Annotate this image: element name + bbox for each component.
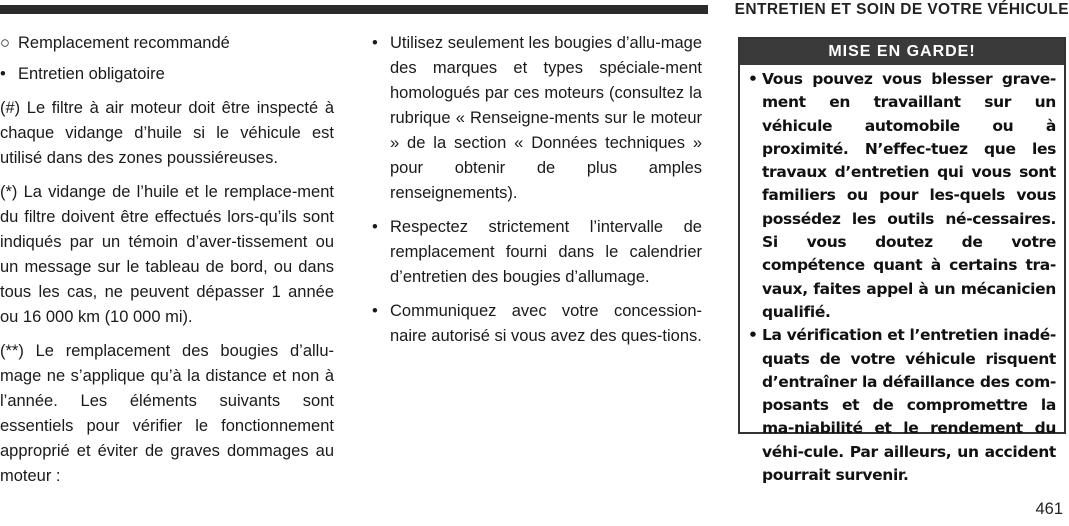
- legend-recommended-label: Remplacement recommandé: [18, 34, 230, 52]
- warning-item: [748, 324, 1056, 487]
- hollow-circle-icon: ○: [0, 34, 10, 52]
- warning-item: [748, 68, 1056, 324]
- page-number: 461: [1035, 500, 1063, 518]
- legend-recommended: [0, 31, 334, 56]
- list-item: [372, 31, 702, 206]
- section-title: ENTRETIEN ET SOIN DE VOTRE VÉHICULE: [734, 1, 1069, 18]
- list-item-text: Utilisez seulement les bougies d’allu-mage des marques et types spéciale-ment homologués par ces moteurs (consultez la rubrique « Renseigne-ments sur le moteur » de la section « Données techniques » pour obtenir de plus amples renseignements).: [390, 34, 702, 202]
- left-column: [0, 31, 334, 489]
- warning-title: MISE EN GARDE!: [740, 39, 1064, 65]
- list-item: [372, 215, 702, 290]
- warning-box: [738, 37, 1066, 485]
- warning-body: [740, 65, 1064, 487]
- note-star: (*) La vidange de l’huile et le remplace-ment du filtre doivent être effectués lors-qu’ils sont indiqués par un témoin d’aver-tissement ou un message sur le tableau de bord, ou dans tous les cas, ne peuvent dépasser 1 année ou 16 000 km (10 000 mi).: [0, 183, 334, 326]
- bullet-icon: •: [0, 65, 6, 83]
- bullet-icon: •: [748, 326, 758, 345]
- bullet-icon: •: [372, 302, 378, 320]
- header-rule: [0, 5, 708, 14]
- legend-required-label: Entretien obligatoire: [18, 65, 165, 83]
- middle-column: [372, 31, 702, 358]
- warning-item-text: La vérification et l’entretien inadé-quats de votre véhicule risquent d’entraîner la défaillance des com-posants et de compromettre la ma-niabilité et le rendement du véhi-cule. Par ailleurs, un accident pourrait survenir.: [762, 326, 1057, 485]
- bullet-icon: •: [748, 70, 758, 88]
- note-hash: (#) Le filtre à air moteur doit être inspecté à chaque vidange d’huile si le véhicule est utilisé dans des zones poussiéreuses.: [0, 99, 334, 167]
- list-item: [372, 299, 702, 349]
- bullet-icon: •: [372, 218, 378, 236]
- warning-item-text: Vous pouvez vous blesser grave-ment en travaillant sur un véhicule automobile ou à proximité. N’effec-tuez que les travaux d’entretien qui vous sont familiers ou pour les-quels vous possédez les outils né-cessaires. Si vous doutez de votre compétence quant à certains tra-vaux, faites appel à un mécanicien qualifié.: [762, 70, 1056, 321]
- list-item-text: Respectez strictement l’intervalle de remplacement fourni dans le calendrier d’entretien des bougies d’allumage.: [390, 218, 702, 286]
- bullet-icon: •: [372, 34, 378, 52]
- note-double-star: (**) Le remplacement des bougies d’allu-mage ne s’applique qu’à la distance et non à l’année. Les éléments suivants sont essentiels pour vérifier le fonctionnement approprié et éviter de graves dommages au moteur :: [0, 342, 334, 485]
- list-item-text: Communiquez avec votre concession-naire autorisé si vous avez des ques-tions.: [390, 302, 702, 345]
- legend-required: [0, 62, 334, 87]
